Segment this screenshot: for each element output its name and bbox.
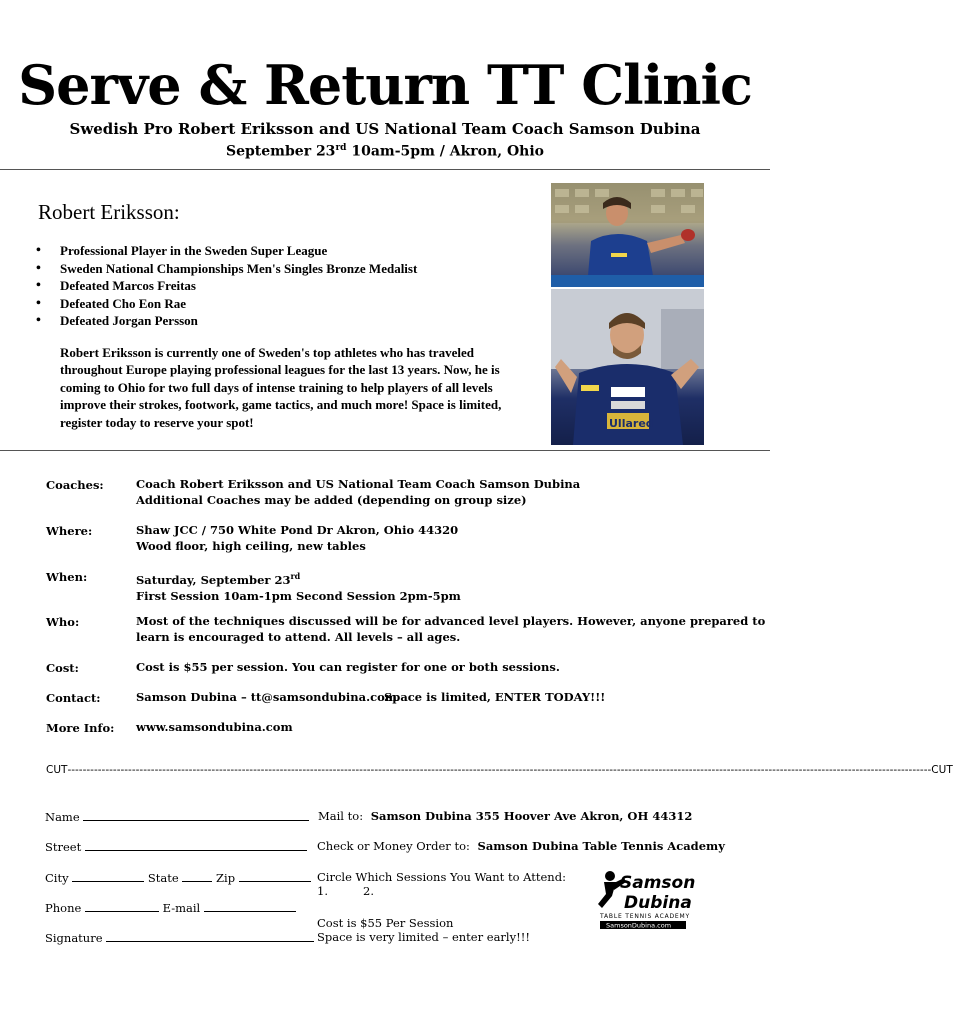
state-label: State <box>147 871 179 885</box>
space-note: Space is very limited – enter early!!! <box>317 930 530 944</box>
name-field-row <box>45 809 309 824</box>
achievements-list <box>36 242 417 330</box>
phone-field[interactable] <box>85 900 159 912</box>
name-label: Name <box>45 810 80 824</box>
email-field[interactable] <box>204 900 296 912</box>
email-label: E-mail <box>162 901 201 915</box>
signature-field-row <box>45 930 314 945</box>
contact-note: Space is limited, ENTER TODAY!!! <box>384 690 606 704</box>
city-field[interactable] <box>72 870 144 882</box>
city-label: City <box>45 871 69 885</box>
signature-field[interactable] <box>106 930 314 942</box>
academy-logo-graphic <box>598 868 696 930</box>
who-line-2: learn is encouraged to attend. All levels – all ages. <box>136 630 461 644</box>
mail-address: Samson Dubina 355 Hoover Ave Akron, OH 44312 <box>370 809 693 823</box>
list-item: • Sweden National Championships Men's Singles Bronze Medalist <box>36 260 417 278</box>
city-state-zip-row <box>45 870 311 885</box>
session-2-option[interactable]: 2. <box>363 884 374 898</box>
phone-email-row <box>45 900 296 915</box>
time-location-text: 10am-5pm / Akron, Ohio <box>346 143 544 160</box>
payment-payee: Samson Dubina Table Tennis Academy <box>477 839 725 853</box>
phone-label: Phone <box>45 901 82 915</box>
session-choice-text: Circle Which Sessions You Want to Attend: <box>317 870 566 884</box>
academy-logo <box>598 868 696 930</box>
where-line-1: Shaw JCC / 750 White Pond Dr Akron, Ohio 44320 <box>136 523 459 537</box>
contact-value: Samson Dubina – tt@samsondubina.com <box>136 690 397 704</box>
payment-row <box>317 839 725 853</box>
zip-field[interactable] <box>239 870 311 882</box>
flyer-subtitle: Swedish Pro Robert Eriksson and US National Team Coach Samson Dubina <box>69 120 701 138</box>
who-value <box>136 613 765 645</box>
where-value <box>136 522 458 554</box>
cut-label-right: CUT <box>931 764 953 776</box>
name-field[interactable] <box>83 809 309 821</box>
mail-to-row <box>318 809 692 823</box>
logo-tagline: TABLE TENNIS ACADEMY <box>600 913 690 920</box>
bio-divider <box>0 450 770 451</box>
list-item: • Defeated Cho Eon Rae <box>36 295 417 313</box>
player-photo-portrait <box>551 289 704 445</box>
when-line-2: First Session 10am-1pm Second Session 2pm-5pm <box>136 588 461 603</box>
cut-label-left: CUT <box>46 764 68 776</box>
cost-value: Cost is $55 per session. You can register for one or both sessions. <box>136 660 560 674</box>
coaches-label: Coaches: <box>46 478 104 492</box>
logo-url: SamsonDubina.com <box>606 921 672 930</box>
date-suffix: rd <box>335 143 347 153</box>
session-1-option[interactable]: 1. <box>317 884 328 898</box>
cost-note: Cost is $55 Per Session <box>317 916 454 930</box>
coaches-value <box>136 476 580 508</box>
street-field-row <box>45 839 307 854</box>
when-date: Saturday, September 23 <box>136 572 291 587</box>
where-line-2: Wood floor, high ceiling, new tables <box>136 539 366 553</box>
list-item: • Defeated Marcos Freitas <box>36 277 417 295</box>
when-label: When: <box>46 570 88 584</box>
date-location-line <box>0 143 770 160</box>
cut-line <box>46 764 953 776</box>
bio-heading: Robert Eriksson: <box>38 200 180 224</box>
more-info-link[interactable]: www.samsondubina.com <box>136 720 293 734</box>
bio-paragraph: Robert Eriksson is currently one of Sweden's top athletes who has traveled throughout Europe playing professional leagues for the last 13 years. Now, he is coming to Ohio for two full days of intense training to help players of all levels improve their strokes, footwork, game tactics, and much more! Space is limited, register today to reserve your spot! <box>60 345 502 430</box>
cut-dashes: ------------------------------------------------------------------------------------------------------------------------------------------------------------------------------------------------------------------------------------ <box>67 764 932 776</box>
when-date-suffix: rd <box>290 571 301 581</box>
coaches-line-2: Additional Coaches may be added (depending on group size) <box>136 493 527 507</box>
flyer-title: Serve & Return TT Clinic <box>18 53 752 117</box>
zip-label: Zip <box>216 871 236 885</box>
player-photo-action <box>551 183 704 287</box>
logo-line-1: Samson <box>620 873 696 893</box>
state-field[interactable] <box>182 870 212 882</box>
street-field[interactable] <box>85 839 307 851</box>
when-value <box>136 568 461 604</box>
payment-label: Check or Money Order to: <box>317 839 470 853</box>
signature-label: Signature <box>45 931 103 945</box>
list-item: • Defeated Jorgan Persson <box>36 312 417 330</box>
cost-label: Cost: <box>46 661 79 675</box>
contact-label: Contact: <box>46 691 101 705</box>
header-divider <box>0 169 770 170</box>
player-action-illustration <box>551 183 704 287</box>
logo-line-2: Dubina <box>624 893 692 913</box>
mail-to-label: Mail to: <box>318 809 364 823</box>
when-line-1 <box>136 568 461 588</box>
jersey-sponsor-text: Ullared <box>609 417 654 430</box>
list-item: • Professional Player in the Sweden Super League <box>36 242 417 260</box>
coaches-line-1: Coach Robert Eriksson and US National Team Coach Samson Dubina <box>136 477 581 491</box>
date-text: September 23 <box>226 143 336 160</box>
where-label: Where: <box>46 524 93 538</box>
more-info-label: More Info: <box>46 721 115 735</box>
who-line-1: Most of the techniques discussed will be for advanced level players. However, anyone prepared to <box>136 614 766 628</box>
street-label: Street <box>45 840 82 854</box>
who-label: Who: <box>46 615 80 629</box>
